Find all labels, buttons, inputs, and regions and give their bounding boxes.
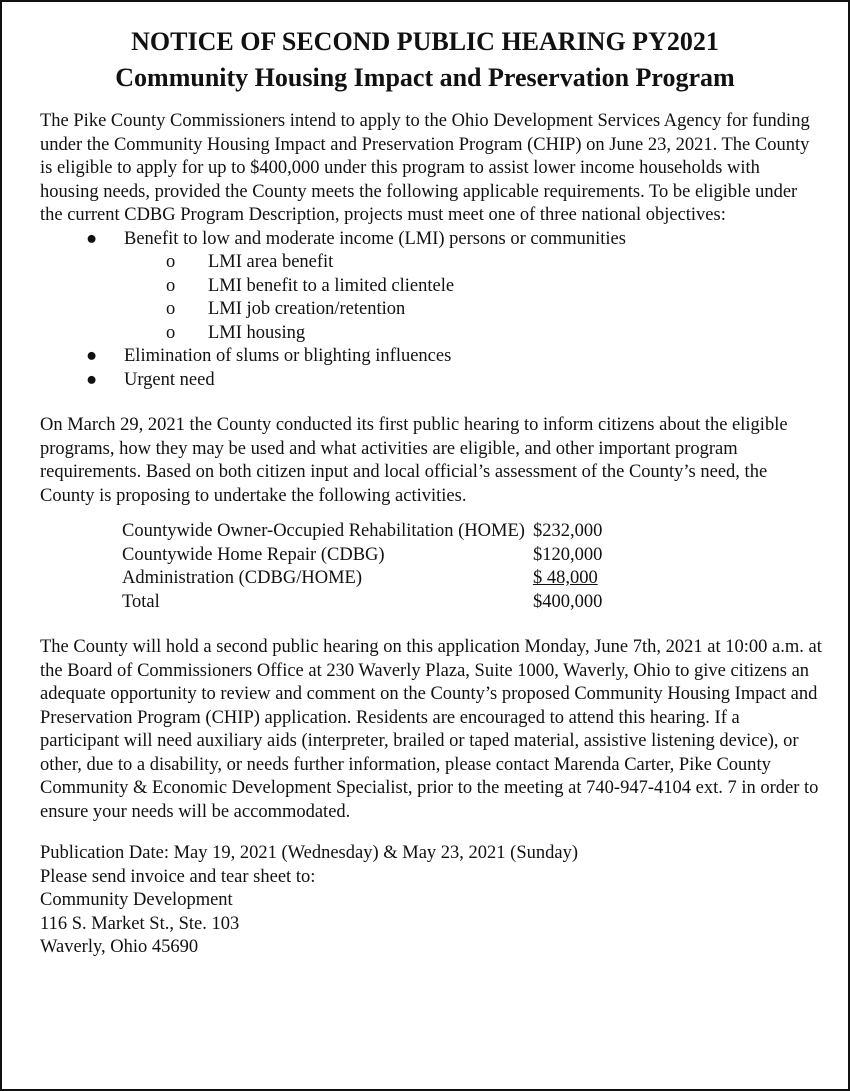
lmi-sub-list (124, 251, 822, 345)
table-row (122, 591, 602, 615)
circle-bullet-icon: o (166, 322, 176, 343)
notice-subtitle: Community Housing Impact and Preservation Program (115, 63, 735, 92)
address-street: 116 S. Market St., Ste. 103 (40, 913, 240, 934)
address-org: Community Development (40, 890, 233, 910)
bullet-icon: ● (86, 346, 98, 366)
table-row (122, 544, 602, 568)
list-item: o LMI benefit to a limited clientele (40, 275, 822, 299)
activities-table (122, 520, 602, 614)
address-city: Waverly, Ohio 45690 (40, 937, 199, 957)
national-objectives-list (40, 228, 822, 393)
list-item: o LMI housing (40, 322, 822, 346)
list-item: o LMI area benefit (40, 251, 822, 275)
activity-name: Countywide Owner-Occupied Rehabilitation (HOME) (122, 521, 525, 541)
table-row (122, 567, 602, 591)
publication-date: Publication Date: May 19, 2021 (Wednesday) & May 23, 2021 (Sunday) (40, 843, 578, 863)
publication-footer (40, 842, 822, 960)
first-hearing-paragraph: On March 29, 2021 the County conducted its first public hearing to inform citizens about the eligible programs, how they may be used and what activities are eligible, and other important program requirements. Based on both citizen input and local official’s assessment of the County’s need, the County is proposing to undertake the following activities. (40, 415, 788, 506)
activity-name: Countywide Home Repair (CDBG) (122, 544, 385, 565)
notice-title: NOTICE OF SECOND PUBLIC HEARING PY2021 (131, 27, 719, 56)
bullet-icon: ● (86, 369, 98, 390)
objective-label: Urgent need (124, 369, 215, 390)
table-row (122, 520, 602, 544)
activity-amount: $400,000 (532, 591, 603, 612)
intro-paragraph: The Pike County Commissioners intend to apply to the Ohio Development Services Agency for funding under the Community Housing Impact and Preservation Program (CHIP) on June 23, 2021. The County is eligible to apply for up to $400,000 under this program to assist lower income households with housing needs, provided the County meets the following applicable requirements. To be eligible under the current CDBG Program Description, projects must meet one of three national objectives: (40, 111, 810, 225)
circle-bullet-icon: o (166, 275, 176, 296)
activity-amount: $120,000 (532, 544, 603, 565)
circle-bullet-icon: o (166, 252, 176, 272)
activity-amount: $ 48,000 (532, 568, 598, 588)
activity-name: Total (122, 591, 160, 612)
activity-amount: $232,000 (532, 521, 603, 541)
list-item: o LMI job creation/retention (40, 298, 822, 322)
circle-bullet-icon: o (166, 299, 176, 319)
list-item (40, 228, 822, 346)
activity-name: Administration (CDBG/HOME) (122, 568, 362, 588)
list-item (40, 345, 822, 369)
invoice-instruction: Please send invoice and tear sheet to: (40, 866, 316, 887)
second-hearing-paragraph: The County will hold a second public hearing on this application Monday, June 7th, 2021 at 10:00 a.m. at the Board of Commissioners Office at 230 Waverly Plaza, Suite 1000, Waverly, Ohio to give citizens an adequate opportunity to review and comment on the County’s proposed Community Housing Impact and Preservation Program (CHIP) application. Residents are encouraged to attend this hearing. If a participant will need auxiliary aids (interpreter, brailed or taped material, assistive listening device), or other, due to a disability, or needs further information, please contact Marenda Carter, Pike County Community & Economic Development Specialist, prior to the meeting at 740-947-4104 ext. 7 in order to ensure your needs will be accommodated. (40, 637, 822, 822)
list-item (40, 369, 822, 393)
objective-label: Benefit to low and moderate income (LMI) persons or communities (124, 228, 626, 249)
objective-label: Elimination of slums or blighting influences (124, 346, 452, 366)
bullet-icon: ● (86, 228, 98, 249)
